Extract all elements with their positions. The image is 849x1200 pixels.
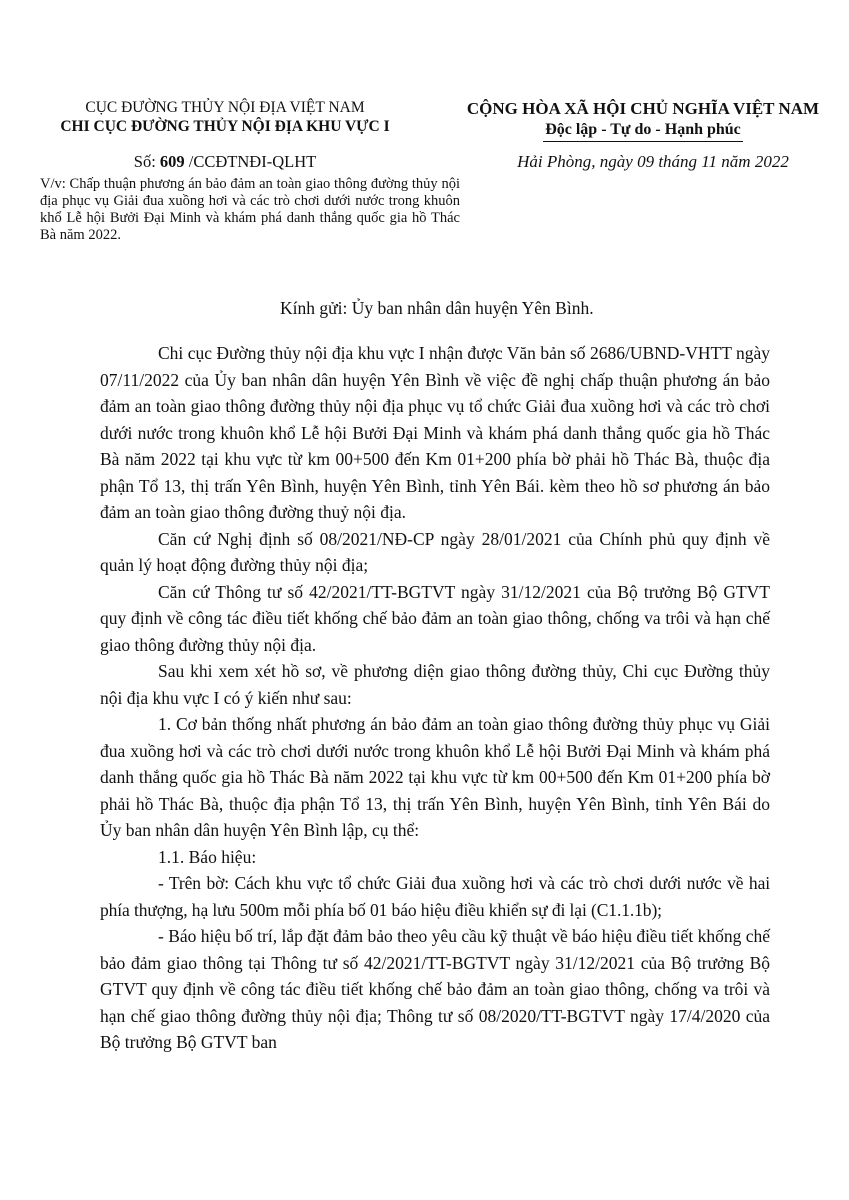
- paragraph: Căn cứ Nghị định số 08/2021/NĐ-CP ngày 28/01/2021 của Chính phủ quy định về quản lý hoạt động đường thủy nội địa;: [100, 528, 770, 575]
- paragraph: - Báo hiệu bố trí, lắp đặt đảm bảo theo yêu cầu kỹ thuật về báo hiệu điều tiết khống chế bảo đảm giao thông tại Thông tư số 42/2021/TT-BGTVT ngày 31/12/2021 của Bộ trưởng Bộ GTVT quy định về công tác điều tiết khống chế bảo đảm an toàn giao thông, chống va trôi và hạn chế giao thông đường thủy nội địa; Thông tư số 08/2020/TT-BGTVT ngày 17/4/2020 của Bộ trưởng Bộ GTVT ban: [100, 926, 770, 1052]
- agency-line-1: CỤC ĐƯỜNG THỦY NỘI ĐỊA VIỆT NAM: [85, 99, 365, 116]
- paragraph: Căn cứ Thông tư số 42/2021/TT-BGTVT ngày 31/12/2021 của Bộ trưởng Bộ GTVT quy định về công tác điều tiết khống chế bảo đảm an toàn giao thông, chống va trôi và hạn chế giao thông đường thủy nội địa.: [100, 581, 770, 655]
- doc-number-suffix: /CCĐTNĐI-QLHT: [184, 152, 317, 171]
- country-name: CỘNG HÒA XÃ HỘI CHỦ NGHĨA VIỆT NAM: [466, 99, 820, 118]
- greeting: Kính gửi: Ủy ban nhân dân huyện Yên Bình.: [280, 298, 594, 318]
- agency-line-2: CHI CỤC ĐƯỜNG THỦY NỘI ĐỊA KHU VỰC I: [60, 118, 390, 135]
- doc-number-prefix: Số:: [133, 152, 160, 171]
- motto-underline: [543, 141, 743, 142]
- document-number: [40, 152, 410, 172]
- subject-line: V/v: Chấp thuận phương án bảo đảm an toàn giao thông đường thủy nội địa phục vụ Giải đua xuồng hơi và các trò chơi dưới nước trong khuôn khổ Lễ hội Bưởi Đại Minh và khám phá danh thắng quốc gia hồ Thác Bà năm 2022.: [40, 176, 460, 243]
- national-motto: Độc lập - Tự do - Hạnh phúc: [545, 121, 741, 138]
- paragraph: Chi cục Đường thủy nội địa khu vực I nhận được Văn bản số 2686/UBND-VHTT ngày 07/11/2022 của Ủy ban nhân dân huyện Yên Bình về việc đề nghị chấp thuận phương án bảo đảm an toàn giao thông đường thủy nội địa phục vụ tổ chức Giải đua xuồng hơi và các trò chơi dưới nước trong khuôn khổ Lễ hội Bưởi Đại Minh và khám phá danh thắng quốc gia hồ Thác Bà năm 2022 tại khu vực từ km 00+500 đến Km 01+200 phía bờ phải hồ Thác Bà, thuộc địa phận Tổ 13, thị trấn Yên Bình, huyện Yên Bình, tỉnh Yên Bái. kèm theo hồ sơ phương án bảo đảm an toàn giao thông đường thuỷ nội địa.: [100, 343, 770, 522]
- paragraph: 1. Cơ bản thống nhất phương án bảo đảm an toàn giao thông đường thủy phục vụ Giải đua xuồng hơi và các trò chơi dưới nước trong khuôn khổ Lễ hội Bưởi Đại Minh và khám phá danh thắng quốc gia hồ Thác Bà năm 2022 tại khu vực từ km 00+500 đến Km 01+200 phía bờ phải hồ Thác Bà, thuộc địa phận Tổ 13, thị trấn Yên Bình, huyện Yên Bình, tỉnh Yên Bái do Ủy ban nhân dân huyện Yên Bình lập, cụ thể:: [100, 714, 770, 840]
- paragraph: - Trên bờ: Cách khu vực tổ chức Giải đua xuồng hơi và các trò chơi dưới nước về hai phía thượng, hạ lưu 500m mỗi phía bố 01 báo hiệu điều khiển sự đi lại (C1.1.1b);: [100, 873, 770, 920]
- doc-number-value: 609: [159, 152, 185, 171]
- paragraph: 1.1. Báo hiệu:: [158, 846, 257, 867]
- paragraph: Sau khi xem xét hồ sơ, về phương diện giao thông đường thủy, Chi cục Đường thủy nội địa khu vực I có ý kiến như sau:: [100, 661, 770, 708]
- date-line: Hải Phòng, ngày 09 tháng 11 năm 2022: [517, 152, 789, 171]
- issuing-agency-header: [40, 98, 410, 136]
- national-header: [458, 98, 828, 142]
- document-body: [100, 340, 770, 1056]
